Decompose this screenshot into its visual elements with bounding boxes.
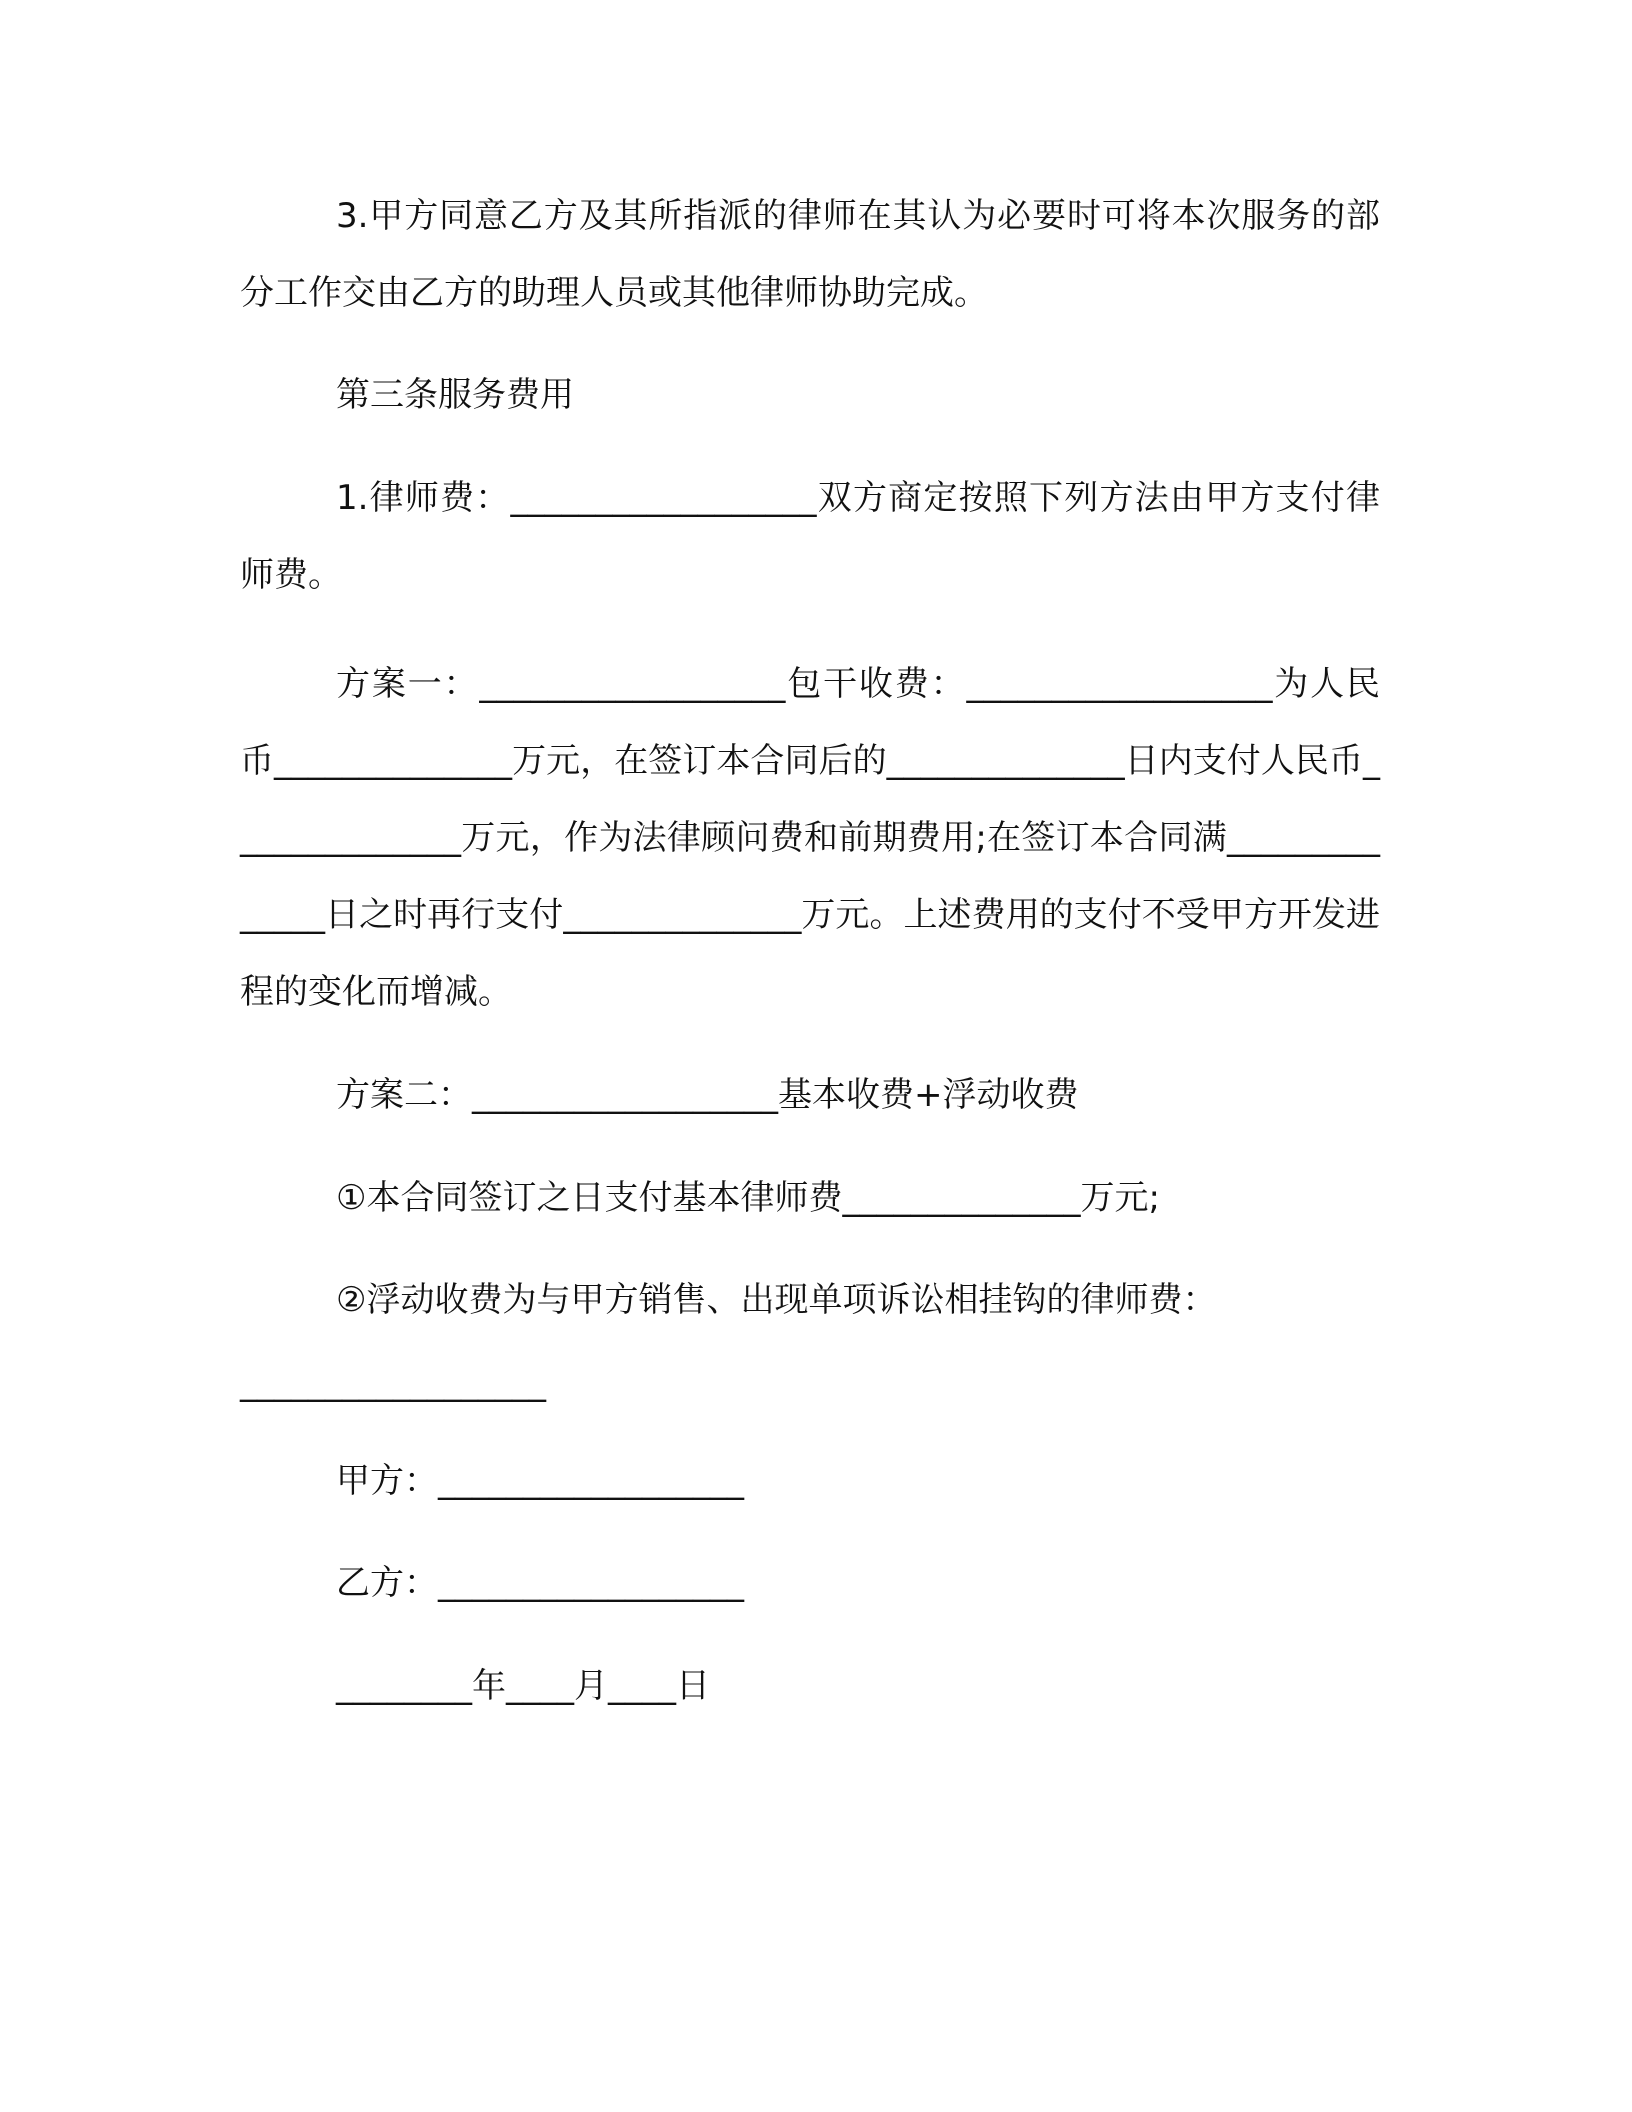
date-line: ________年____月____日 xyxy=(336,1666,710,1706)
party-a-signature-line: 甲方：__________________ xyxy=(336,1461,744,1501)
paragraph-lawyer-fee: 1.律师费：__________________双方商定按照下列方法由甲方支付律师费。 xyxy=(240,478,1380,595)
party-b-signature-line: 乙方：__________________ xyxy=(336,1563,744,1603)
section-heading-article-3: 第三条服务费用 xyxy=(336,375,574,415)
paragraph-floating-fee: ②浮动收费为与甲方销售、出现单项诉讼相挂钩的律师费： xyxy=(336,1280,1217,1320)
paragraph-plan-two: 方案二：__________________基本收费+浮动收费 xyxy=(336,1075,1079,1115)
paragraph-plan-one: 方案一：__________________包干收费：__________________为人民币______________万元，在签订本合同后的______________日内支付人民币______________万元，作为法律顾问费和前期费用;在签订本合同满______________日之时再行支付______________万元。上述费用的支付不受甲方开发进程的变化而增减。 xyxy=(240,664,1380,1012)
paragraph-basic-fee: ①本合同签订之日支付基本律师费______________万元; xyxy=(336,1178,1160,1218)
blank-line: __________________ xyxy=(240,1363,546,1403)
paragraph-clause-3: 3.甲方同意乙方及其所指派的律师在其认为必要时可将本次服务的部分工作交由乙方的助理人员或其他律师协助完成。 xyxy=(240,196,1380,313)
